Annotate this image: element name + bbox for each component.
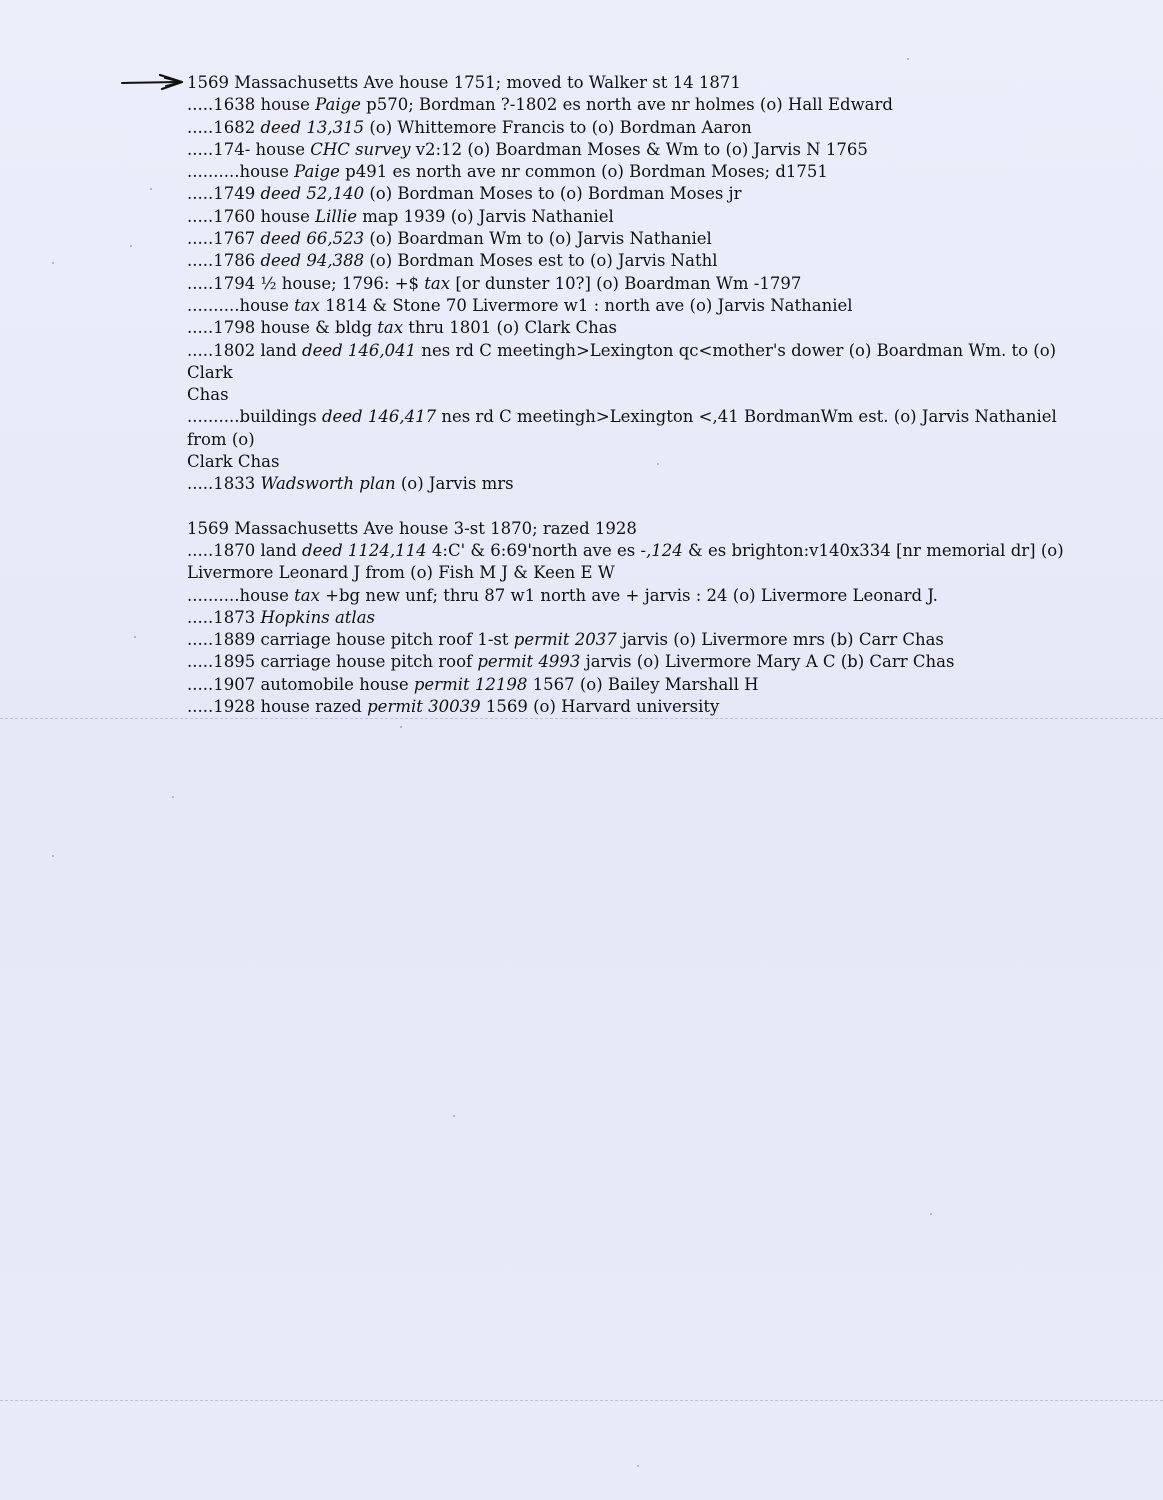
record-source-citation: deed 146,041: [302, 340, 417, 360]
record-line: [187, 473, 1087, 495]
record-source-citation: tax: [424, 273, 451, 293]
record-text: ..........house: [187, 162, 295, 182]
record-line: [187, 183, 1087, 205]
record-source-citation: permit 12198: [413, 674, 528, 694]
record-text: (o) Whittemore Francis to (o) Bordman Aaron: [364, 117, 752, 137]
record-line: [187, 295, 1087, 317]
scan-speck: [52, 855, 54, 857]
scan-artifact-line: [0, 1400, 1163, 1402]
record-line: [187, 161, 1087, 183]
record-text: p491 es north ave nr common (o) Bordman Moses; d1751: [339, 162, 828, 182]
record-text: & es brighton:v140x334 [nr memorial dr] (o): [682, 540, 1064, 560]
record-text: .....1786: [187, 251, 261, 271]
record-text: .....1928 house razed: [187, 697, 368, 717]
record-line: [187, 406, 1087, 451]
scan-speck: [130, 245, 132, 247]
record-source-citation: Wadsworth plan: [260, 474, 396, 494]
scan-speck: [134, 636, 136, 638]
record-text: Clark Chas: [187, 452, 280, 472]
record-text: 1569 Massachusetts Ave house 3-st 1870; razed 1928: [187, 518, 637, 538]
record-text: map 1939 (o) Jarvis Nathaniel: [356, 206, 614, 226]
record-source-citation: deed 1124,114: [302, 540, 427, 560]
record-text: .....1833: [187, 474, 261, 494]
record-source-citation: Lillie: [315, 206, 357, 226]
record-text: ..........buildings: [187, 407, 322, 427]
record-line: [187, 451, 1087, 473]
record-text: 1569 Massachusetts Ave house 1751; moved to Walker st 14 1871: [187, 73, 741, 92]
record-text: +bg new unf; thru 87 w1 north ave + jarvis : 24 (o) Livermore Leonard J.: [319, 585, 938, 605]
record-line: [187, 139, 1087, 161]
record-line: [187, 607, 1087, 629]
record-line: [187, 228, 1087, 250]
record-text: .....1749: [187, 184, 261, 204]
record-text: .....1794 ½ house; 1796: +$: [187, 273, 425, 293]
record-line: [187, 273, 1087, 295]
scan-speck: [637, 1465, 639, 1467]
record-source-citation: Paige: [294, 162, 340, 182]
record-line: [187, 585, 1087, 607]
record-text: nes rd C meetingh>Lexington <,41 BordmanWm est. (o) Jarvis Nathaniel from (o): [187, 407, 1063, 449]
record-source-citation: ,124: [646, 540, 683, 560]
record-source-citation: permit 30039: [367, 697, 481, 717]
record-text: (o) Boardman Wm to (o) Jarvis Nathaniel: [364, 229, 712, 249]
record-text: 4:C' & 6:69'north ave es -: [426, 540, 647, 560]
document-body: [187, 72, 1087, 718]
record-source-citation: tax: [377, 318, 404, 338]
record-line: [187, 384, 1087, 406]
scan-speck: [52, 262, 54, 264]
record-text: .....1870 land: [187, 540, 303, 560]
record-line: [187, 94, 1087, 116]
record-text: .....1798 house & bldg: [187, 318, 378, 338]
record-text: v2:12 (o) Boardman Moses & Wm to (o) Jarvis N 1765: [410, 139, 868, 159]
section-gap: [187, 496, 1087, 518]
record-section-1: [187, 72, 1087, 496]
record-text: Chas: [187, 385, 229, 405]
scan-speck: [400, 726, 402, 728]
record-text: ..........house: [187, 585, 295, 605]
record-source-citation: tax: [294, 295, 320, 315]
record-text: thru 1801 (o) Clark Chas: [403, 318, 618, 338]
record-text: Livermore Leonard J from (o) Fish M J & Keen E W: [187, 563, 615, 583]
record-line: [187, 317, 1087, 339]
record-line: [187, 629, 1087, 651]
record-text: .....1638 house: [187, 95, 316, 115]
record-text: jarvis (o) Livermore mrs (b) Carr Chas: [616, 630, 944, 650]
record-text: (o) Bordman Moses est to (o) Jarvis Nathl: [364, 251, 718, 271]
record-text: ..........house: [187, 295, 295, 315]
record-line: [187, 651, 1087, 673]
record-line: [187, 250, 1087, 272]
record-text: .....1802 land: [187, 340, 303, 360]
record-source-citation: deed 146,417: [321, 407, 437, 427]
scan-speck: [907, 58, 909, 60]
record-text: .....1889 carriage house pitch roof 1-st: [187, 630, 514, 650]
record-line: [187, 518, 1087, 540]
record-line: [187, 562, 1087, 584]
record-text: .....174- house: [187, 139, 311, 159]
scan-speck: [930, 1213, 932, 1215]
scan-artifact-line: [0, 718, 1163, 720]
record-line: [187, 340, 1087, 385]
record-source-citation: deed 52,140: [260, 184, 365, 204]
record-text: .....1907 automobile house: [187, 674, 414, 694]
record-text: .....1682: [187, 117, 261, 137]
record-text: .....1895 carriage house pitch roof: [187, 652, 478, 672]
record-source-citation: deed 66,523: [260, 229, 365, 249]
record-source-citation: deed 94,388: [260, 251, 365, 271]
record-text: [or dunster 10?] (o) Boardman Wm -1797: [450, 273, 802, 293]
record-line: [187, 72, 1087, 94]
record-text: .....1767: [187, 229, 261, 249]
record-text: 1814 & Stone 70 Livermore w1 : north ave (o) Jarvis Nathaniel: [319, 295, 853, 315]
record-line: [187, 696, 1087, 718]
record-line: [187, 674, 1087, 696]
record-source-citation: permit 4993: [477, 652, 581, 672]
record-text: 1567 (o) Bailey Marshall H: [527, 674, 759, 694]
record-source-citation: permit 2037: [513, 630, 617, 650]
record-line: [187, 117, 1087, 139]
scan-speck: [453, 1115, 455, 1117]
record-section-2: [187, 518, 1087, 719]
scan-speck: [172, 796, 174, 798]
record-source-citation: Hopkins atlas: [260, 607, 376, 627]
record-source-citation: deed 13,315: [260, 117, 365, 137]
record-line: [187, 540, 1087, 562]
record-text: .....1873: [187, 607, 261, 627]
record-text: (o) Bordman Moses to (o) Bordman Moses jr: [364, 184, 742, 204]
record-source-citation: Paige: [315, 95, 361, 115]
hand-drawn-arrow-icon: [120, 74, 186, 94]
record-source-citation: CHC survey: [310, 139, 411, 159]
record-text: (o) Jarvis mrs: [395, 474, 514, 494]
scan-speck: [657, 463, 659, 465]
record-text: .....1760 house: [187, 206, 316, 226]
record-line: [187, 206, 1087, 228]
record-text: nes rd C meetingh>Lexington qc<mother's dower (o) Boardman Wm. to (o) Clark: [187, 340, 1062, 382]
record-source-citation: tax: [294, 585, 320, 605]
record-text: p570; Bordman ?-1802 es north ave nr holmes (o) Hall Edward: [360, 95, 893, 115]
record-text: jarvis (o) Livermore Mary A C (b) Carr Chas: [580, 652, 955, 672]
record-text: 1569 (o) Harvard university: [480, 697, 720, 717]
scan-speck: [150, 188, 152, 190]
